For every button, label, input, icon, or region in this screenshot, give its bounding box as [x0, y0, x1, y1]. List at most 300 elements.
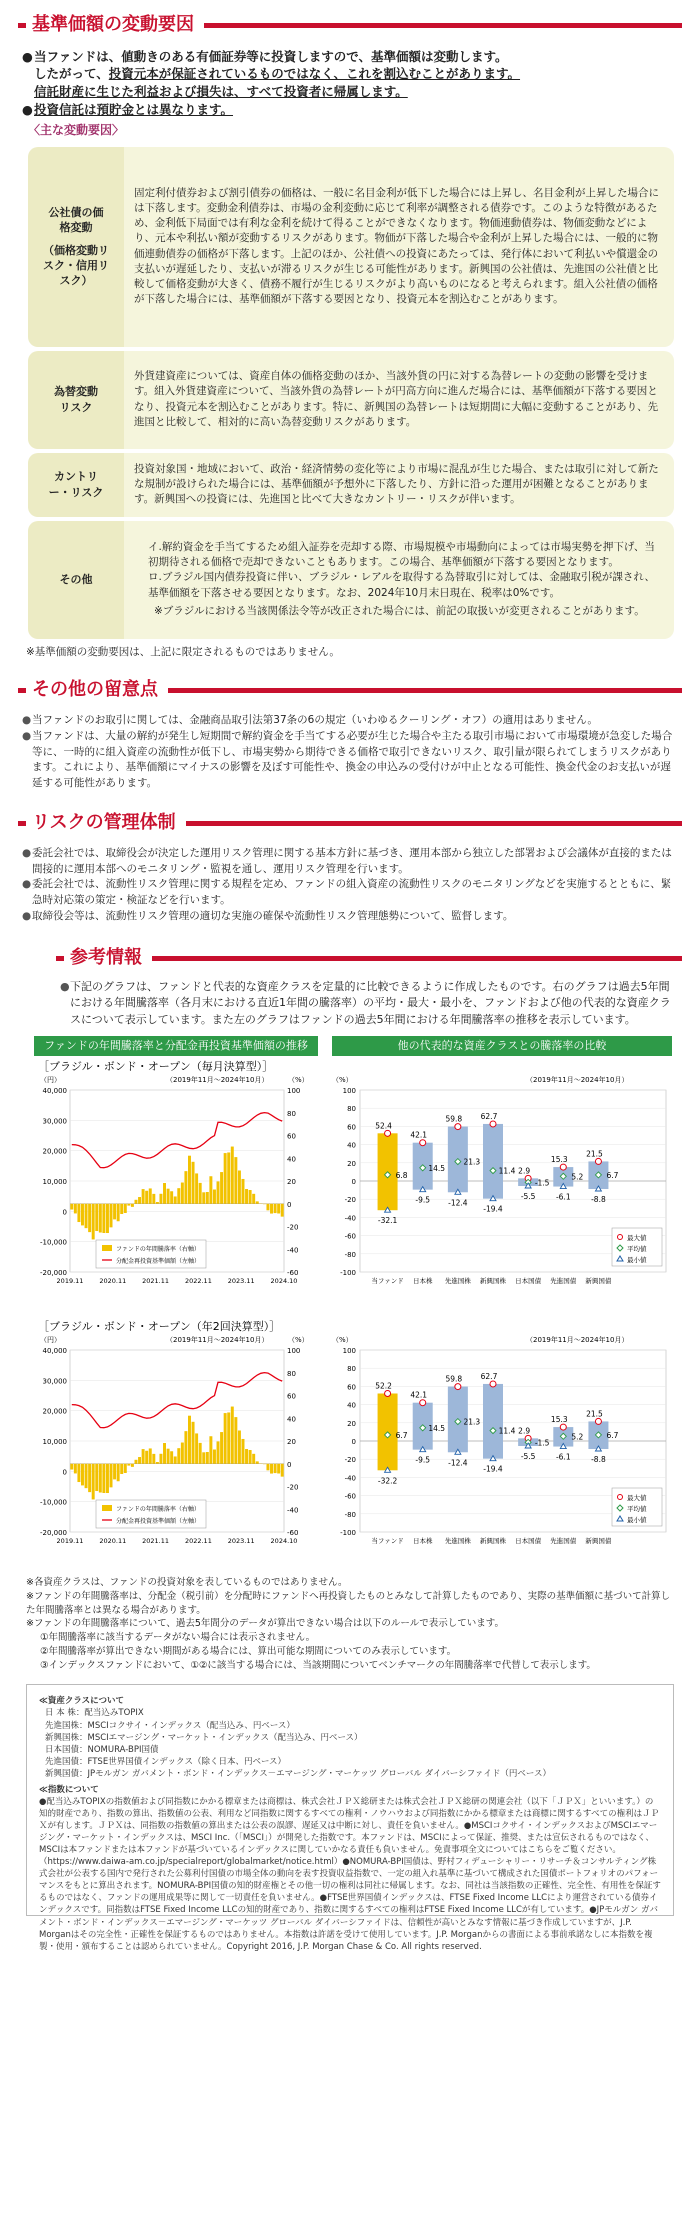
- charts-svg: [26, 1058, 674, 1573]
- chart-note: ②年間騰落率が算出できない期間がある場合には、算出可能な期間についてのみ表示しています。: [26, 1645, 674, 1659]
- risk-desc: 投資対象国・地域において、政治・経済情勢の変化等により市場に混乱が生じた場合、または取引に対して新たな規制が設けられた場合には、基準価額が予想外に下落したり、方針に沿った運用が困難となることがあります。新興国への投資には、先進国と比べて大きなカントリー・リスクが伴います。: [124, 453, 674, 517]
- range-bar: [483, 1124, 503, 1199]
- list-item: ● 委託会社では、流動性リスク管理に関する規程を定め、ファンドの組入資産の流動性リスクのモニタリングなどを実施するとともに、緊急時対応策の策定・検証などを行います。: [22, 877, 678, 909]
- avg-label: 6.7: [396, 1431, 408, 1440]
- risk-label-main: カントリー・リスク: [32, 469, 120, 499]
- x-tick: 2024.10: [271, 1277, 298, 1285]
- return-bar: [142, 1449, 145, 1464]
- return-bar: [242, 1439, 245, 1464]
- avg-label: -1.5: [535, 1178, 550, 1187]
- bullet-item: ● 投資信託は預貯金とは異なります。: [22, 101, 678, 118]
- axis-unit-left: （円）: [40, 1076, 61, 1084]
- risk-desc: 外貨建資産については、資産自体の価格変動のほか、当該外貨の円に対する為替レートの変動の影響を受けます。組入外貨建資産について、当該外貨の為替レートが円高方向に進んだ場合には、基準価額が下落する要因となり、投資元本を割込むことがあります。特に、新興国の為替レートは短期間に大幅に変動することがあり、先進国と比較して、相対的に高い為替変動リスクがあります。: [124, 351, 674, 449]
- x-tick: 2021.11: [142, 1277, 169, 1285]
- x-category: 新興国債: [585, 1276, 612, 1285]
- list-item-text: 取締役会等は、流動性リスク管理の適切な実施の確保や流動性リスク管理態勢について、監督します。: [32, 909, 513, 925]
- max-marker: [490, 1121, 496, 1127]
- return-bar: [163, 1183, 166, 1204]
- risk-label-main: 公社債の価格変動: [32, 205, 120, 235]
- legend-max-marker: [618, 1495, 623, 1500]
- min-label: -9.5: [415, 1196, 430, 1205]
- axis-unit-right: （%）: [288, 1076, 309, 1084]
- return-bar: [88, 1204, 91, 1232]
- return-bar: [92, 1464, 95, 1500]
- return-bar: [245, 1449, 248, 1464]
- return-bar: [113, 1204, 116, 1220]
- risk-row: [28, 521, 674, 639]
- return-bar: [202, 1192, 205, 1203]
- return-bar: [252, 1194, 255, 1204]
- return-bar: [70, 1464, 73, 1470]
- min-label: -8.8: [591, 1195, 606, 1204]
- box-line: 新興国株：MSCIエマージング・マーケット・インデックス（配当込み、円ベース）: [39, 1732, 661, 1744]
- avg-label: -1.5: [535, 1438, 550, 1447]
- section-header-risk-management: [18, 808, 682, 838]
- avg-label: 6.8: [396, 1171, 408, 1180]
- y-tick-left: 30,000: [43, 1377, 68, 1385]
- max-marker: [560, 1164, 566, 1170]
- y-tick-left: 30,000: [43, 1117, 68, 1125]
- y-tick-left: 10,000: [43, 1438, 68, 1446]
- return-bar: [95, 1464, 98, 1491]
- return-bar: [231, 1147, 234, 1204]
- return-bar: [124, 1204, 127, 1213]
- risk-item: ※ブラジルにおける当該関係法令等が改正された場合には、前記の取扱いが変更されることがあります。: [134, 604, 664, 619]
- max-label: 59.8: [446, 1115, 463, 1124]
- max-label: 15.3: [551, 1155, 568, 1164]
- charts-area: [26, 1034, 674, 1574]
- y-tick-right: -60: [287, 1529, 298, 1537]
- risk-row: [28, 147, 674, 347]
- max-label: 21.5: [586, 1409, 603, 1418]
- return-bar: [113, 1464, 116, 1480]
- return-bar: [102, 1204, 105, 1233]
- risk-table: [28, 143, 674, 643]
- return-bar: [99, 1464, 102, 1493]
- min-label: -32.1: [378, 1216, 398, 1225]
- box-line: 先進国株：MSCIコクサイ・インデックス（配当込み、円ベース）: [39, 1720, 661, 1732]
- section-header-notes: [18, 675, 682, 705]
- return-bar: [170, 1191, 173, 1203]
- axis-unit: （%）: [332, 1076, 353, 1084]
- return-bar: [209, 1436, 212, 1464]
- return-bar: [249, 1450, 252, 1464]
- return-bar: [274, 1204, 277, 1213]
- min-label: -12.4: [448, 1458, 468, 1467]
- y-tick-right: -20: [287, 1484, 298, 1492]
- y-tick-left: 10,000: [43, 1178, 68, 1186]
- return-bar: [270, 1204, 273, 1214]
- risk-item: イ.解約資金を手当てするため組入証券を売却する際、市場規模や市場動向によっては市場実勢を押下げ、当初期待される価格で売却できないこともあります。この場合、基準価額が下落する要因となります。: [134, 540, 664, 570]
- return-bar: [184, 1431, 187, 1464]
- y-tick-right: -40: [287, 1246, 298, 1254]
- section-title: 基準価額の変動要因: [26, 10, 204, 40]
- return-bar: [81, 1464, 84, 1486]
- x-tick: 2022.11: [185, 1537, 212, 1545]
- sub-heading: 〈主な変動要因〉: [28, 122, 676, 139]
- x-tick: 2024.10: [271, 1537, 298, 1545]
- range-bar: [483, 1384, 503, 1459]
- legend-label: 平均値: [627, 1244, 647, 1253]
- return-bar: [238, 1431, 241, 1464]
- y-tick: 20: [347, 1160, 356, 1168]
- avg-label: 11.4: [499, 1427, 516, 1436]
- y-tick-left: 20,000: [43, 1148, 68, 1156]
- box-line: 先進国債：FTSE世界国債インデックス（除く日本、円ベース）: [39, 1756, 661, 1768]
- min-label: -6.1: [556, 1193, 571, 1202]
- right-pane-header: 他の代表的な資産クラスとの騰落率の比較: [332, 1036, 672, 1056]
- x-category: 新興国債: [585, 1536, 612, 1545]
- return-bar: [266, 1464, 269, 1471]
- y-tick: 0: [352, 1438, 356, 1446]
- max-label: 62.7: [481, 1112, 498, 1121]
- return-bar: [224, 1413, 227, 1464]
- legend-swatch-bar: [102, 1505, 112, 1511]
- return-bar: [85, 1204, 88, 1228]
- return-bar: [131, 1204, 134, 1207]
- legend-label: 最小値: [627, 1255, 647, 1264]
- min-label: -5.5: [521, 1452, 536, 1461]
- return-bar: [174, 1456, 177, 1463]
- period-label: （2019年11月～2024年10月）: [166, 1075, 268, 1084]
- return-bar: [85, 1464, 88, 1488]
- risk-label-main: 為替変動リスク: [32, 384, 120, 414]
- x-tick: 2022.11: [185, 1277, 212, 1285]
- period-label: （2019年11月～2024年10月）: [526, 1335, 628, 1344]
- x-tick: 2023.11: [228, 1537, 255, 1545]
- avg-label: 5.2: [571, 1172, 583, 1181]
- list-item: ● 当ファンドのお取引に関しては、金融商品取引法第37条の6の規定（いわゆるクーリング・オフ）の適用はありません。: [22, 713, 678, 729]
- fund-title: ［ブラジル・ボンド・オープン（毎月決算型）］: [38, 1059, 273, 1073]
- bullet-text-underlined: 投資元本が保証されているものではなく、これを割込むことがあります。: [109, 66, 520, 81]
- return-bar: [181, 1183, 184, 1204]
- y-tick: -80: [345, 1511, 356, 1519]
- legend-label: 最小値: [627, 1515, 647, 1524]
- return-bar: [188, 1156, 191, 1204]
- x-category: 先進国債: [550, 1536, 577, 1545]
- return-bar: [81, 1204, 84, 1226]
- return-bar: [277, 1204, 280, 1214]
- max-label: 52.2: [375, 1382, 392, 1391]
- return-bar: [131, 1464, 134, 1467]
- return-bar: [220, 1432, 223, 1464]
- legend-label: ファンドの年間騰落率（右軸）: [116, 1505, 200, 1513]
- legend-label: 最大値: [627, 1233, 647, 1242]
- return-bar: [110, 1204, 113, 1228]
- max-marker: [385, 1130, 391, 1136]
- risk-label-main: その他: [32, 572, 120, 587]
- avg-label: 6.7: [606, 1171, 618, 1180]
- avg-label: 11.4: [499, 1167, 516, 1176]
- return-bar: [88, 1464, 91, 1492]
- return-bar: [192, 1422, 195, 1464]
- return-bar: [192, 1162, 195, 1204]
- return-bar: [277, 1464, 280, 1474]
- y-tick-left: 0: [63, 1208, 67, 1216]
- return-bar: [174, 1196, 177, 1203]
- return-bar: [177, 1188, 180, 1204]
- return-bar: [138, 1197, 141, 1204]
- box-line: 日 本 株：配当込みTOPIX: [39, 1707, 661, 1719]
- return-bar: [242, 1179, 245, 1204]
- return-bar: [213, 1190, 216, 1204]
- return-bar: [227, 1412, 230, 1463]
- return-bar: [117, 1464, 120, 1482]
- return-bar: [106, 1464, 109, 1493]
- return-bar: [281, 1204, 284, 1217]
- chart-note: ※ファンドの年間騰落率について、過去5年間分のデータが算出できない場合は以下のルールで表示しています。: [26, 1617, 674, 1631]
- max-label: 42.1: [410, 1391, 427, 1400]
- y-tick-right: 100: [287, 1087, 300, 1095]
- y-tick-left: -20,000: [40, 1529, 67, 1537]
- y-tick-left: -10,000: [40, 1499, 67, 1507]
- return-bar: [266, 1204, 269, 1211]
- y-tick: 100: [343, 1087, 356, 1095]
- min-label: -32.2: [378, 1476, 398, 1485]
- x-tick: 2023.11: [228, 1277, 255, 1285]
- legend-max-marker: [618, 1235, 623, 1240]
- return-bar: [120, 1464, 123, 1474]
- return-bar: [249, 1190, 252, 1204]
- y-tick-left: 20,000: [43, 1408, 68, 1416]
- y-tick: -60: [345, 1233, 356, 1241]
- bullet-text-underlined: 信託財産に生じた利益および損失は、すべて投資者に帰属します。: [34, 84, 408, 99]
- max-marker: [385, 1391, 391, 1397]
- y-tick-right: 0: [287, 1201, 291, 1209]
- y-tick-right: 80: [287, 1370, 296, 1378]
- return-bar: [74, 1204, 77, 1214]
- y-tick-right: 60: [287, 1133, 296, 1141]
- return-bar: [224, 1153, 227, 1204]
- avg-label: 5.2: [571, 1432, 583, 1441]
- return-bar: [206, 1452, 209, 1464]
- return-bar: [142, 1189, 145, 1204]
- box-line: 新興国債：JPモルガン ガバメント・ボンド・インデックス－エマージング・マーケッツ グローバル ダイバーシファイド（円ベース）: [39, 1768, 661, 1780]
- return-bar: [177, 1448, 180, 1464]
- return-bar: [202, 1452, 205, 1463]
- return-bar: [145, 1451, 148, 1464]
- y-tick: 80: [347, 1105, 356, 1113]
- legend-label: ファンドの年間騰落率（右軸）: [116, 1245, 200, 1253]
- bullet-text: したがって、: [34, 66, 109, 81]
- max-marker: [455, 1384, 461, 1390]
- return-bar: [227, 1152, 230, 1203]
- x-category: 当ファンド: [371, 1276, 403, 1285]
- return-bar: [106, 1204, 109, 1233]
- x-category: 先進国株: [445, 1536, 472, 1545]
- box-body: ●配当込みTOPIXの指数値および同指数にかかる標章または商標は、株式会社ＪＰＸ総研または株式会社ＪＰＸ総研の関連会社（以下「ＪＰＸ」といいます。）の知的財産であり、指数の算出、指数値の公表、利用など同指数に関するすべての権利・ノウハウおよび同指数にかかる標章または商標に関するすべての権利はＪＰＸが有します。ＪＰＸは、同指数の指数値の算出または公表の誤謬、遅延又は中断に対し、責任を負いません。●MSCIコクサイ・インデックスおよびMSCIエマージング・マーケット・インデックスは、MSCI Inc.（「MSCI」）が開発した指数です。本ファンドは、MSCIによって保証、推奨、または宣伝されるものではなく、MSCIは本ファンドまたは本ファンドが基づいているインデックスに関していかなる責任も負いません。免責事項全文についてはこちらをご覧ください。（https://www.daiwa-am.co.jp/specialreport/globalmarket/notice.html）●NOMURA-BPI国債は、野村フィデューシャリー・リサーチ＆コンサルティング株式会社が公表する国内で発行された公募利付国債の市場全体の動向を表す投資収益指数で、一定の組入れ基準に基づいて構成された国債ポートフォリオのパフォーマンスをもとに算出されます。NOMURA-BPI国債の知的財産権とその他一切の権利は同社に帰属します。なお、同社は当該指数の正確性、完全性、有用性を保証するものではなく、ファンドの運用成果等に関して一切責任を負いません。●FTSE世界国債インデックスは、FTSE Fixed Income LLCにより運営されている債券インデックスです。同指数はFTSE Fixed Income LLCの知的財産であり、指数に関するすべての権利はFTSE Fixed Income LLCが有しています。●JPモルガン ガバメント・ボンド・インデックス－エマージング・マーケッツ グローバル ダイバーシファイドは、信頼性が高いとみなす情報に基づき作成していますが、J.P. Morganはその完全性・正確性を保証するものではありません。本指数は許諾を受けて使用しています。J.P. Morganからの書面による事前承諾なしに本指数を複製・使用・頒布することは認められていません。Copyright 2016, J.P. Morgan Chase & Co. All rights reserved.: [39, 1796, 661, 1953]
- return-bar: [77, 1204, 80, 1222]
- return-bar: [135, 1200, 138, 1204]
- return-bar: [220, 1172, 223, 1204]
- list-item: ● 委託会社では、取締役会が決定した運用リスク管理に関する基本方針に基づき、運用本部から独立した部署および会議体が直接的または間接的に運用本部へのモニタリング・監視を通し、運用リスク管理を行います。: [22, 846, 678, 878]
- list-item: ● 下記のグラフは、ファンドと代表的な資産クラスを定量的に比較できるように作成したものです。右のグラフは過去5年間における年間騰落率（各月末における直近1年間の騰落率）の平均・最大・最小を、ファンドおよび他の代表的な資産クラスについて表示しています。また左のグラフはファンドの過去5年間における年間騰落率の推移を表示しています。: [60, 979, 678, 1029]
- x-category: 当ファンド: [371, 1536, 403, 1545]
- y-tick-right: 40: [287, 1415, 296, 1423]
- y-tick: -80: [345, 1251, 356, 1259]
- return-bar: [138, 1457, 141, 1464]
- risk-label: [28, 351, 124, 449]
- return-bar: [234, 1157, 237, 1204]
- return-bar: [127, 1464, 130, 1466]
- return-bar: [274, 1464, 277, 1473]
- y-tick: 0: [352, 1178, 356, 1186]
- y-tick: 20: [347, 1420, 356, 1428]
- return-bar: [195, 1433, 198, 1463]
- y-tick: -20: [345, 1196, 356, 1204]
- return-bar: [181, 1443, 184, 1464]
- max-marker: [595, 1418, 601, 1424]
- return-bar: [145, 1191, 148, 1204]
- return-bar: [110, 1464, 113, 1488]
- return-bar: [167, 1449, 170, 1464]
- y-tick: 40: [347, 1142, 356, 1150]
- x-category: 日本株: [413, 1276, 433, 1285]
- list-item-text: 委託会社では、取締役会が決定した運用リスク管理に関する基本方針に基づき、運用本部から独立した部署および会議体が直接的または間接的に運用本部へのモニタリング・監視を通し、運用リスク管理を行います。: [32, 846, 678, 878]
- avg-label: 14.5: [428, 1164, 445, 1173]
- list-item-text: 下記のグラフは、ファンドと代表的な資産クラスを定量的に比較できるように作成したものです。右のグラフは過去5年間における年間騰落率（各月末における直近1年間の騰落率）の平均・最大・最小を、ファンドおよび他の代表的な資産クラスについて表示しています。また左のグラフはファンドの過去5年間における年間騰落率の推移を表示しています。: [70, 979, 678, 1029]
- min-label: -19.4: [483, 1465, 503, 1474]
- list-item-text: 当ファンドは、大量の解約が発生し短期間で解約資金を手当てする必要が生じた場合や主たる取引市場において市場環境が急変した場合等に、一時的に組入資産の流動性が低下し、市場実勢から期待できる価格で取引できないリスク、取引量が限られてしまうリスクがあります。これにより、基準価額にマイナスの影響を及ぼす可能性や、換金の申込みの受付けが中止となる可能性、換金代金のお支払いが遅延する可能性があります。: [32, 729, 678, 792]
- return-bar: [213, 1450, 216, 1464]
- legend-label: 分配金再投資基準価額（左軸）: [116, 1517, 200, 1525]
- return-bar: [163, 1443, 166, 1464]
- bullet-text-underlined: 投資信託は預貯金とは異なります。: [34, 101, 233, 118]
- y-tick-right: 80: [287, 1110, 296, 1118]
- bullet-text: 当ファンドは、値動きのある有価証券等に投資しますので、基準価額は変動します。: [34, 49, 508, 64]
- max-label: 2.9: [518, 1426, 530, 1435]
- risk-item: ロ.ブラジル国内債券投資に伴い、ブラジル・レアルを取得する為替取引に対しては、金融取引税が課され、基準価額を下落させる要因となります。なお、2024年10月末日現在、税率は0%です。: [134, 570, 664, 600]
- y-tick: 80: [347, 1365, 356, 1373]
- return-bar: [188, 1416, 191, 1464]
- y-tick-left: 0: [63, 1468, 67, 1476]
- section-title: 参考情報: [64, 943, 152, 973]
- fund-title: ［ブラジル・ボンド・オープン（年2回決算型）］: [38, 1319, 280, 1333]
- y-tick-right: 20: [287, 1438, 296, 1446]
- return-bar: [159, 1194, 162, 1204]
- x-category: 新興国株: [480, 1276, 507, 1285]
- y-tick: 100: [343, 1347, 356, 1355]
- list-item-text: 委託会社では、流動性リスク管理に関する規程を定め、ファンドの組入資産の流動性リスクのモニタリングなどを実施するとともに、緊急時対応策の策定・検証などを行います。: [32, 877, 678, 909]
- return-bar: [199, 1183, 202, 1204]
- risk-label: [28, 147, 124, 347]
- risk-desc: [124, 521, 674, 639]
- x-category: 日本株: [413, 1536, 433, 1545]
- axis-unit-left: （円）: [40, 1336, 61, 1344]
- max-label: 15.3: [551, 1415, 568, 1424]
- return-bar: [135, 1460, 138, 1464]
- min-label: -9.5: [415, 1456, 430, 1465]
- risk-row: [28, 351, 674, 449]
- max-label: 2.9: [518, 1166, 530, 1175]
- y-tick: -100: [340, 1269, 356, 1277]
- y-tick: -40: [345, 1474, 356, 1482]
- max-marker: [490, 1381, 496, 1387]
- risk-label: [28, 453, 124, 517]
- avg-label: 6.7: [606, 1431, 618, 1440]
- return-bar: [152, 1454, 155, 1464]
- max-label: 62.7: [481, 1372, 498, 1381]
- note: ※基準価額の変動要因は、上記に限定されるものではありません。: [26, 645, 676, 659]
- return-bar: [95, 1204, 98, 1231]
- return-bar: [217, 1181, 220, 1203]
- return-bar: [149, 1448, 152, 1463]
- y-tick-left: -20,000: [40, 1269, 67, 1277]
- y-tick-right: 40: [287, 1155, 296, 1163]
- return-bar: [231, 1407, 234, 1464]
- section-title: その他の留意点: [26, 675, 168, 705]
- max-label: 42.1: [410, 1131, 427, 1140]
- return-bar: [199, 1443, 202, 1464]
- y-tick-left: 40,000: [43, 1347, 68, 1355]
- period-label: （2019年11月～2024年10月）: [166, 1335, 268, 1344]
- section-header-reference: [56, 943, 682, 973]
- max-marker: [455, 1124, 461, 1130]
- max-label: 21.5: [586, 1149, 603, 1158]
- risk-label: [28, 521, 124, 639]
- section-title: リスクの管理体制: [26, 808, 186, 838]
- x-tick: 2020.11: [99, 1277, 126, 1285]
- return-bar: [127, 1204, 130, 1206]
- y-tick-right: -60: [287, 1269, 298, 1277]
- index-info-box: [26, 1684, 674, 1916]
- return-bar: [156, 1462, 159, 1464]
- return-bar: [120, 1204, 123, 1214]
- y-tick-left: -10,000: [40, 1239, 67, 1247]
- period-label: （2019年11月～2024年10月）: [526, 1075, 628, 1084]
- axis-unit-right: （%）: [288, 1336, 309, 1344]
- return-bar: [256, 1461, 259, 1463]
- list-item: ● 当ファンドは、大量の解約が発生し短期間で解約資金を手当てする必要が生じた場合や主たる取引市場において市場環境が急変した場合等に、一時的に組入資産の流動性が低下し、市場実勢から期待できる価格で取引できないリスク、取引量が限られてしまうリスクがあります。これにより、基準価額にマイナスの影響を及ぼす可能性や、換金の申込みの受付けが中止となる可能性、換金代金のお支払いが遅延する可能性があります。: [22, 729, 678, 792]
- return-bar: [217, 1441, 220, 1463]
- list-item: ● 取締役会等は、流動性リスク管理の適切な実施の確保や流動性リスク管理態勢について、監督します。: [22, 909, 678, 925]
- chart-note: ※各資産クラスは、ファンドの投資対象を表しているものではありません。: [26, 1576, 674, 1590]
- y-tick: -20: [345, 1456, 356, 1464]
- min-label: -8.8: [591, 1455, 606, 1464]
- chart-notes: [26, 1576, 674, 1672]
- y-tick: 40: [347, 1402, 356, 1410]
- return-bar: [234, 1417, 237, 1464]
- bullet-item: ● 当ファンドは、値動きのある有価証券等に投資しますので、基準価額は変動します。 したがって、投資元本が保証されているものではなく、これを割込むことがあります。 信託財産に生じた利益および損失は、すべて投資者に帰属します。: [22, 48, 678, 100]
- return-bar: [281, 1464, 284, 1477]
- legend-swatch-bar: [102, 1245, 112, 1251]
- max-label: 52.4: [375, 1121, 392, 1130]
- legend-label: 最大値: [627, 1493, 647, 1502]
- return-bar: [92, 1204, 95, 1240]
- return-bar: [77, 1464, 80, 1482]
- min-label: -5.5: [521, 1192, 536, 1201]
- box-heading: ≪資産クラスについて: [39, 1695, 661, 1707]
- y-tick-right: -20: [287, 1224, 298, 1232]
- x-category: 日本国債: [515, 1276, 542, 1285]
- y-tick-right: 20: [287, 1178, 296, 1186]
- y-tick-right: 0: [287, 1461, 291, 1469]
- avg-label: 21.3: [464, 1158, 481, 1167]
- y-tick: -40: [345, 1214, 356, 1222]
- max-label: 59.8: [446, 1375, 463, 1384]
- max-marker: [420, 1140, 426, 1146]
- y-tick: 60: [347, 1123, 356, 1131]
- risk-label-sub: （価格変動リスク・信用リスク）: [32, 243, 120, 289]
- min-label: -12.4: [448, 1198, 468, 1207]
- return-bar: [238, 1171, 241, 1204]
- y-tick: -100: [340, 1529, 356, 1537]
- chart-note: ※ファンドの年間騰落率は、分配金（税引前）を分配時にファンドへ再投資したものとみなして計算したものであり、実際の基準価額に基づいて計算した年間騰落率とは異なる場合があります。: [26, 1590, 674, 1618]
- list-item-text: 当ファンドのお取引に関しては、金融商品取引法第37条の6の規定（いわゆるクーリング・オフ）の適用はありません。: [32, 713, 598, 729]
- max-marker: [595, 1158, 601, 1164]
- return-bar: [99, 1204, 102, 1233]
- section-header-price-factors: [18, 10, 682, 40]
